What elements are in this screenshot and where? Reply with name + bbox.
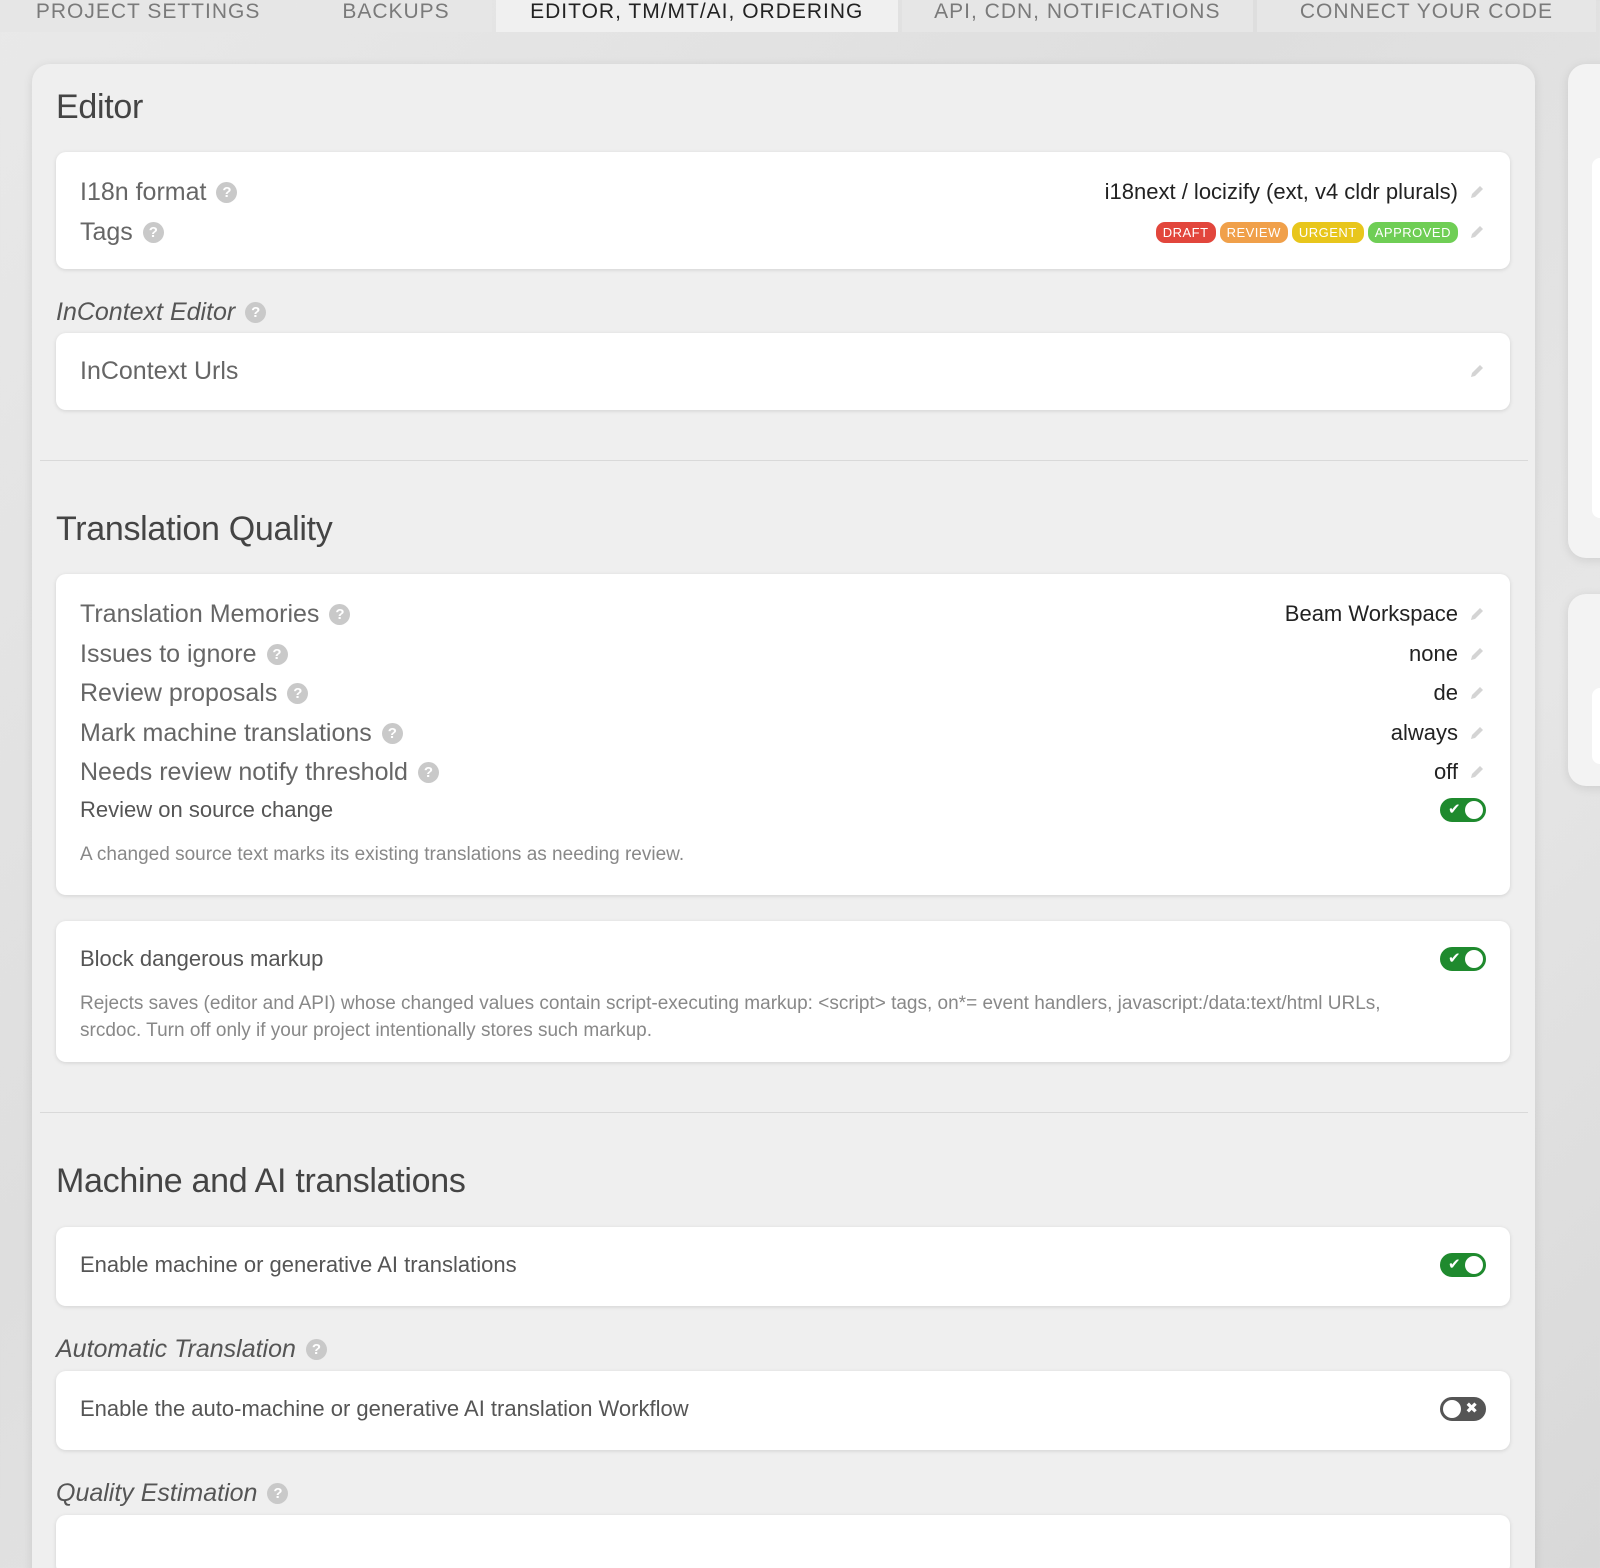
toggle-knob (1465, 801, 1483, 819)
row-label: Review on source change (80, 797, 334, 822)
pencil-icon[interactable] (1468, 183, 1486, 201)
toggle-knob (1465, 1256, 1483, 1274)
row-label: Block dangerous markup (80, 946, 324, 971)
tag-badge-urgent: URGENT (1292, 222, 1364, 243)
row-value: always (1391, 720, 1486, 746)
section-divider (40, 460, 1528, 461)
help-icon[interactable]: ? (267, 1483, 288, 1504)
check-icon: ✔ (1448, 801, 1461, 818)
tab-connect-your-code[interactable]: CONNECT YOUR CODE (1257, 0, 1596, 32)
tag-badge-approved: APPROVED (1368, 222, 1458, 243)
help-icon[interactable]: ? (245, 302, 266, 323)
help-icon[interactable]: ? (216, 182, 237, 203)
translation-quality-card (56, 574, 1510, 895)
row-label: I18n format ? (80, 178, 237, 207)
pencil-icon[interactable] (1468, 763, 1486, 781)
help-icon[interactable]: ? (267, 644, 288, 665)
enable-machine-ai-toggle[interactable] (1440, 1253, 1486, 1277)
row-value (1458, 362, 1486, 380)
row-label: Review proposals ? (80, 679, 308, 708)
side-card-top (1568, 64, 1600, 558)
section-title-translation-quality: Translation Quality (56, 510, 333, 548)
subsection-title-incontext-editor: InContext Editor ? (56, 298, 266, 327)
tab-backups[interactable]: BACKUPS (300, 0, 492, 32)
review-on-source-change-description: A changed source text marks its existing translations as needing review. (80, 844, 685, 865)
row-i18n-format[interactable] (80, 174, 1486, 210)
block-markup-card (56, 921, 1510, 1062)
row-enable-machine-ai (80, 1247, 1486, 1283)
row-incontext-urls[interactable] (80, 353, 1486, 389)
pencil-icon[interactable] (1468, 605, 1486, 623)
side-card-bottom-inner (1592, 688, 1600, 764)
pencil-icon[interactable] (1468, 223, 1486, 241)
row-label: InContext Urls (80, 356, 239, 385)
help-icon[interactable]: ? (143, 222, 164, 243)
section-title-editor: Editor (56, 88, 144, 126)
row-label: Needs review notify threshold ? (80, 758, 439, 787)
help-icon[interactable]: ? (287, 683, 308, 704)
help-icon[interactable]: ? (329, 604, 350, 625)
pencil-icon[interactable] (1468, 362, 1486, 380)
pencil-icon[interactable] (1468, 724, 1486, 742)
row-block-dangerous-markup (80, 941, 1486, 977)
side-card-top-inner (1592, 158, 1600, 518)
row-value: off (1434, 759, 1486, 785)
block-dangerous-markup-description (80, 990, 1450, 1044)
row-mark-machine-translations[interactable] (80, 715, 1486, 751)
row-label: Issues to ignore ? (80, 640, 288, 669)
block-dangerous-markup-toggle[interactable] (1440, 947, 1486, 971)
help-icon[interactable]: ? (306, 1339, 327, 1360)
check-icon: ✔ (1448, 950, 1461, 967)
section-title-machine-ai: Machine and AI translations (56, 1162, 466, 1200)
quality-estimation-card (56, 1515, 1510, 1568)
tag-badge-review: REVIEW (1220, 222, 1288, 243)
row-label: Enable machine or generative AI translations (80, 1252, 517, 1277)
incontext-card (56, 333, 1510, 410)
row-value: Beam Workspace (1285, 601, 1486, 627)
row-label: Tags ? (80, 218, 164, 247)
tab-bar (0, 0, 1600, 32)
help-icon[interactable]: ? (382, 723, 403, 744)
subsection-title-automatic-translation: Automatic Translation ? (56, 1335, 327, 1364)
tab-editor-tm-mt-ai-ordering[interactable]: EDITOR, TM/MT/AI, ORDERING (496, 0, 898, 32)
description-line: Rejects saves (editor and API) whose changed values contain script-executing markup: <script> tags, on*= event handlers, javascript:/data:text/html URLs, (80, 993, 1381, 1014)
editor-card (56, 152, 1510, 269)
check-icon: ✔ (1448, 1256, 1461, 1273)
row-label: Mark machine translations ? (80, 719, 403, 748)
pencil-icon[interactable] (1468, 645, 1486, 663)
row-value (1152, 222, 1486, 243)
help-icon[interactable]: ? (418, 762, 439, 783)
pencil-icon[interactable] (1468, 684, 1486, 702)
row-review-on-source-change (80, 792, 1486, 828)
tab-project-settings[interactable]: PROJECT SETTINGS (0, 0, 296, 32)
automatic-translation-card (56, 1371, 1510, 1450)
section-divider (40, 1112, 1528, 1113)
row-translation-memories[interactable] (80, 596, 1486, 632)
tab-api-cdn-notifications[interactable]: API, CDN, NOTIFICATIONS (902, 0, 1253, 32)
row-issues-to-ignore[interactable] (80, 636, 1486, 672)
row-value: i18next / locizify (ext, v4 cldr plurals) (1105, 179, 1486, 205)
tag-badge-draft: DRAFT (1156, 222, 1216, 243)
toggle-knob (1465, 950, 1483, 968)
row-needs-review-notify-threshold[interactable] (80, 754, 1486, 790)
row-label: Enable the auto-machine or generative AI translation Workflow (80, 1396, 689, 1421)
row-label: Translation Memories ? (80, 600, 350, 629)
machine-enable-card (56, 1227, 1510, 1306)
row-review-proposals[interactable] (80, 675, 1486, 711)
toggle-knob (1443, 1400, 1461, 1418)
description-line: srcdoc. Turn off only if your project intentionally stores such markup. (80, 1020, 653, 1041)
row-value: none (1409, 641, 1486, 667)
row-auto-translation-workflow (80, 1391, 1486, 1427)
cross-icon: ✖ (1465, 1400, 1478, 1417)
auto-translation-workflow-toggle[interactable] (1440, 1397, 1486, 1421)
row-value: de (1434, 680, 1486, 706)
subsection-title-quality-estimation: Quality Estimation ? (56, 1479, 288, 1508)
review-on-source-change-toggle[interactable] (1440, 798, 1486, 822)
row-tags[interactable] (80, 214, 1486, 250)
side-card-bottom (1568, 594, 1600, 786)
